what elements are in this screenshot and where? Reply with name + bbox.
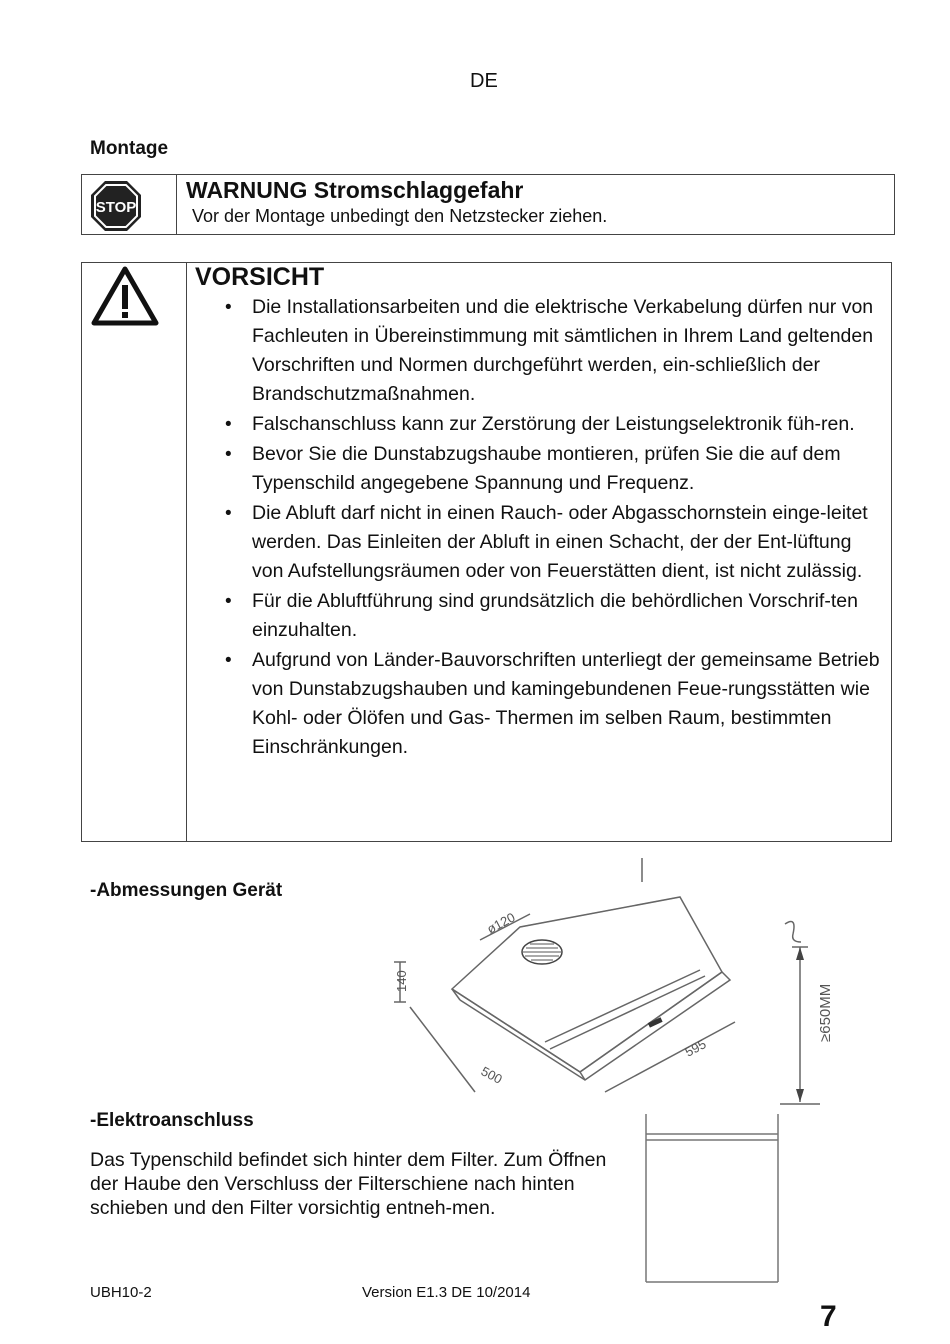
stop-sign-text: STOP [95, 199, 137, 216]
caution-title: VORSICHT [195, 263, 325, 291]
caution-item: • Falschanschluss kann zur Zerstörung der Leistungselektronik füh-ren. [222, 410, 882, 439]
footer-version: Version E1.3 DE 10/2014 [362, 1284, 531, 1301]
warning-text: Vor der Montage unbedingt den Netzstecker ziehen. [192, 206, 608, 226]
dimension-label-clearance: ≥650MM [817, 983, 834, 1042]
section-heading-montage: Montage [90, 138, 169, 159]
caution-list [222, 293, 882, 763]
caution-item: • Aufgrund von Länder-Bauvorschriften unterliegt der gemeinsame Betrieb von Dunstabzugshauben und kamingebundenen Feue-rungsstätten wie Kohl- oder Ölöfen und Gas- Thermen im selben Raum, bestimmten Einschränkungen. [222, 646, 882, 762]
language-code: DE [470, 70, 498, 92]
caution-box [81, 262, 892, 842]
hood-dimension-diagram [380, 852, 840, 1112]
dimension-label-depth: 500 [478, 1063, 505, 1087]
caution-item: • Die Installationsarbeiten und die elektrische Verkabelung dürfen nur von Fachleuten in Übereinstimmung mit sämtlichen in Ihrem Land geltenden Vorschriften und Normen durchgeführt werden, ein-schließlich der Brandschutzmaßnahmen. [222, 293, 882, 409]
caution-box-divider [186, 263, 187, 841]
warning-triangle-icon [90, 265, 160, 327]
warning-box [81, 174, 895, 235]
stop-sign-icon [88, 178, 144, 234]
page-number: 7 [820, 1300, 837, 1333]
section-heading-electrical: -Elektroanschluss [90, 1110, 254, 1131]
dimension-label-height: 140 [394, 970, 409, 992]
caution-item: • Für die Abluftführung sind grundsätzlich die behördlichen Vorschrif-ten einzuhalten. [222, 587, 882, 645]
warning-box-divider [176, 175, 177, 234]
dimension-label-diameter: ø120 [484, 909, 518, 937]
caution-item: • Die Abluft darf nicht in einen Rauch- oder Abgasschornstein einge-leitet werden. Das Einleiten der Abluft in einen Schacht, der der Ent-lüftung von Aufstellungsräumen oder von Feuerstätten dient, ist nicht zulässig. [222, 499, 882, 586]
section-heading-dimensions: -Abmessungen Gerät [90, 880, 283, 901]
warning-title: WARNUNG Stromschlaggefahr [186, 177, 524, 203]
dimension-label-width: 595 [682, 1036, 709, 1060]
caution-item: • Bevor Sie die Dunstabzugshaube montieren, prüfen Sie die auf dem Typenschild angegebene Spannung und Frequenz. [222, 440, 882, 498]
electrical-text: Das Typenschild befindet sich hinter dem Filter. Zum Öffnen der Haube den Verschluss der Filterschiene nach hinten schieben und den Filter vorsichtig entneh-men. [90, 1149, 607, 1219]
appliance-outline-drawing [640, 1112, 780, 1286]
footer-model: UBH10-2 [90, 1284, 152, 1301]
